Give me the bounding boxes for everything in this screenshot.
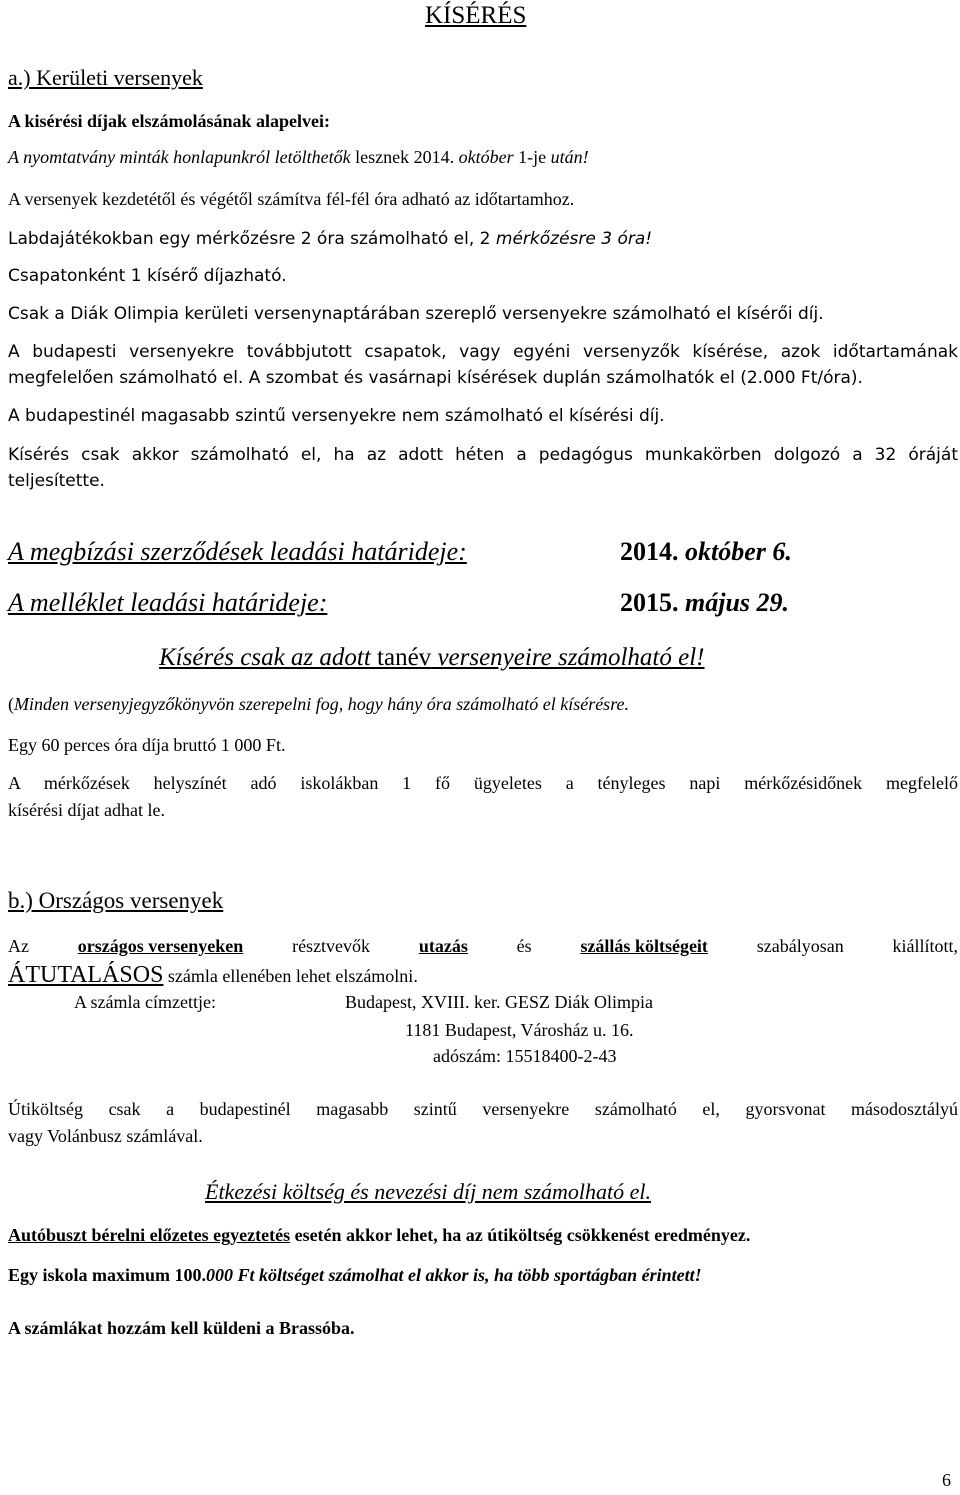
school-year-notice xyxy=(159,644,705,672)
b-word-properly: szabályosan xyxy=(756,936,844,956)
para-kiseres-line1: Kísérés csak akkor számolható el, ha az adott héten a pedagógus munkakörben dolgozó a 32 óráját xyxy=(8,445,958,465)
notice-part3: versenyeire számolható el! xyxy=(431,644,705,671)
forms-download-line xyxy=(8,147,589,168)
contract-deadline-date xyxy=(620,537,792,567)
section-b-heading: b.) Országos versenyek xyxy=(8,888,224,913)
venue-line1: A mérkőzések helyszínét adó iskolákban 1 fő ügyeletes a tényleges napi mérkőzésidőnek megfelelő xyxy=(8,773,958,793)
b-word-az: Az xyxy=(8,936,29,956)
section-b-line1 xyxy=(8,936,958,957)
section-a-subheading: A kisérési díjak elszámolásának alapelvei: xyxy=(8,111,331,131)
transfer-rest: számla ellenében lehet elszámolni. xyxy=(163,966,418,986)
page-title: KÍSÉRÉS xyxy=(425,2,527,29)
b-word-participants: résztvevők xyxy=(292,936,371,956)
b-word-and: és xyxy=(516,936,532,956)
transfer-word: ÁTUTALÁSOS xyxy=(8,962,164,988)
recipient-address: 1181 Budapest, Városház u. 16. xyxy=(405,1020,634,1040)
page-number: 6 xyxy=(942,1470,951,1490)
para-kiseres-line2: teljesítette. xyxy=(8,471,105,491)
attachment-year: 2015. xyxy=(620,588,679,617)
attachment-deadline-label: A melléklet leadási határideje: xyxy=(8,588,328,617)
section-b-line2 xyxy=(8,962,418,989)
para-budapest-line1: A budapesti versenyekre továbbjutott csapatok, vagy egyéni versenyzők kísérése, azok időtartamának xyxy=(8,342,958,362)
send-invoices-note: A számlákat hozzám kell küldeni a Brassóba. xyxy=(8,1318,355,1338)
ball-line-part1: Labdajátékokban egy mérkőzésre 2 óra számolható el, 2 xyxy=(8,229,496,249)
ball-line-part2: mérkőzésre 3 óra! xyxy=(495,229,653,249)
para-budapest-line2: megfelelően számolható el. A szombat és vasárnapi kísérések duplán számolhatók el (2.000 Ft/óra). xyxy=(8,368,863,388)
line-calendar: Csak a Diák Olimpia kerületi versenynaptárában szereplő versenyekre számolható el kísérői díj. xyxy=(8,304,824,324)
bus-rental-note xyxy=(8,1225,750,1246)
school-max-part2: 000 Ft költséget számolhat el akkor is, ha több sportágban érintett! xyxy=(206,1265,702,1285)
school-max-note xyxy=(8,1265,702,1286)
forms-line-part2: lesznek 2014. xyxy=(350,147,459,167)
recipient-name: Budapest, XVIII. ker. GESZ Diák Olimpia xyxy=(345,992,653,1012)
attachment-day: május 29. xyxy=(678,588,790,617)
bus-note-part1: Autóbuszt bérelni előzetes egyeztetés xyxy=(8,1225,291,1245)
bus-note-part2: esetén akkor lehet, ha az útiköltség csökkenést eredményez. xyxy=(290,1225,751,1245)
b-word-national: országos versenyeken xyxy=(77,936,244,956)
hourly-fee: Egy 60 perces óra díja bruttó 1 000 Ft. xyxy=(8,735,286,755)
line-team-escort: Csapatonként 1 kísérő díjazható. xyxy=(8,266,287,286)
forms-line-part4: 1-je xyxy=(513,147,551,167)
protocol-paren: ( xyxy=(8,694,14,714)
contract-year: 2014. xyxy=(620,537,679,566)
recipient-tax-number: adószám: 15518400-2-43 xyxy=(433,1046,617,1066)
notice-part1: Kísérés csak az adott xyxy=(159,644,378,671)
recipient-label: A számla címzettje: xyxy=(74,992,216,1012)
attachment-deadline-date xyxy=(620,588,789,618)
line-higher-level: A budapestinél magasabb szintű versenyekre nem számolható el kísérési díj. xyxy=(8,406,665,426)
b-word-travel: utazás xyxy=(418,936,468,956)
forms-line-part1: A nyomtatvány minták honlapunkról letölthetők xyxy=(8,147,351,167)
line-ball-games xyxy=(8,229,652,249)
section-a-heading: a.) Kerületi versenyek xyxy=(8,65,203,90)
school-max-part1: Egy iskola maximum 100. xyxy=(8,1265,207,1285)
protocol-text: Minden versenyjegyzőkönyvön szerepelni fog, hogy hány óra számolható el kísérésre. xyxy=(14,694,630,714)
travel-line1: Útiköltség csak a budapestinél magasabb szintű versenyekre számolható el, gyorsvonat másodosztályú xyxy=(8,1099,958,1119)
forms-line-part3: október xyxy=(458,147,514,167)
meal-fee-notice: Étkezési költség és nevezési díj nem számolható el. xyxy=(205,1179,652,1204)
contract-day: október 6. xyxy=(678,537,792,566)
protocol-note xyxy=(8,694,629,715)
notice-part2: tanév xyxy=(377,644,432,671)
line-time-allowance: A versenyek kezdetétől és végétől számítva fél-fél óra adható az időtartamhoz. xyxy=(8,189,575,209)
travel-line2: vagy Volánbusz számlával. xyxy=(8,1126,203,1146)
b-word-issued: kiállított, xyxy=(892,936,958,956)
venue-line2: kísérési díjat adhat le. xyxy=(8,800,165,820)
contract-deadline-label: A megbízási szerződések leadási határideje: xyxy=(8,537,467,566)
forms-line-part5: után! xyxy=(550,147,589,167)
b-word-accommodation: szállás költségeit xyxy=(580,936,708,956)
